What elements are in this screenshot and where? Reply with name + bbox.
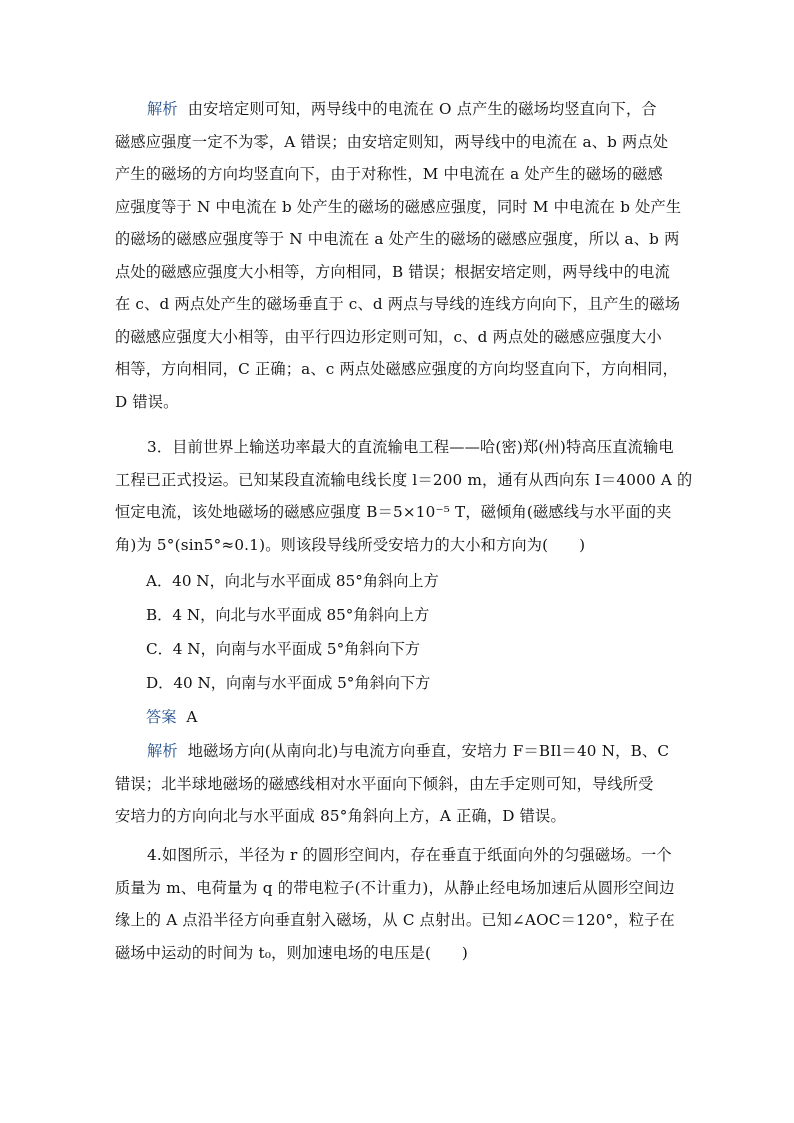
q3-analysis-line-1: 解析 地磁场方向(从南向北)与电流方向垂直，安培力 F＝BIl＝40 N，B、C	[147, 742, 670, 760]
text-line: 磁场中运动的时间为 t₀，则加速电场的电压是( )	[115, 943, 469, 962]
answer-value: A	[186, 708, 198, 726]
analysis-tag: 解析	[147, 100, 178, 118]
option-b: B．4 N，向北与水平面成 85°角斜向上方	[146, 606, 430, 624]
text-line: 3．目前世界上输送功率最大的直流输电工程——哈(密)郑(州)特高压直流输电	[147, 438, 674, 456]
text-line: 产生的磁场的方向均竖直向下，由于对称性，M 中电流在 a 处产生的磁场的磁感	[115, 165, 663, 183]
analysis-tag: 解析	[147, 742, 178, 760]
text-line: 4.如图所示，半径为 r 的圆形空间内，存在垂直于纸面向外的匀强磁场。一个	[147, 846, 672, 864]
q4-stem	[115, 839, 681, 969]
text-line: 错误；北半球地磁场的磁感线相对水平面向下倾斜，由左手定则可知，导线所受	[115, 774, 654, 793]
q3-analysis	[115, 735, 681, 833]
text-line: 质量为 m、电荷量为 q 的带电粒子(不计重力)，从静止经电场加速后从圆形空间边	[115, 878, 675, 897]
text-line: D 错误。	[115, 392, 179, 411]
q3-answer	[146, 705, 197, 729]
text-line: 点处的磁感应强度大小相等，方向相同，B 错误；根据安培定则，两导线中的电流	[115, 262, 670, 281]
text-line: 角)为 5°(sin5°≈0.1)。则该段导线所受安培力的大小和方向为( )	[115, 535, 586, 554]
option-a: A．40 N，向北与水平面成 85°角斜向上方	[146, 572, 439, 590]
answer-tag: 答案	[146, 708, 177, 726]
text-line: 缘上的 A 点沿半径方向垂直射入磁场，从 C 点射出。已知∠AOC＝120°，粒子在	[115, 911, 675, 929]
q2-analysis-line-1: 解析 由安培定则可知，两导线中的电流在 O 点产生的磁场均竖直向下，合	[147, 100, 657, 118]
text-line: 的磁场的磁感应强度等于 N 中电流在 a 处产生的磁场的磁感应强度，所以 a、b 两	[115, 230, 680, 248]
text-line: 工程已正式投运。已知某段直流输电线长度 l＝200 m，通有从西向东 I＝4000 A 的	[115, 470, 693, 489]
q3-stem	[115, 431, 693, 561]
text-line: 恒定电流，该处地磁场的磁感应强度 B＝5×10⁻⁵ T，磁倾角(磁感线与水平面的夹	[115, 503, 672, 521]
option-c: C．4 N，向南与水平面成 5°角斜向下方	[146, 640, 421, 658]
text-line: 相等，方向相同，C 正确；a、c 两点处磁感应强度的方向均竖直向下，方向相同，	[115, 360, 679, 378]
option-d: D．40 N，向南与水平面成 5°角斜向下方	[146, 674, 431, 692]
text-line: 在 c、d 两点处产生的磁场垂直于 c、d 两点与导线的连线方向向下，且产生的磁场	[115, 295, 681, 313]
text-line: 安培力的方向向北与水平面成 85°角斜向上方，A 正确，D 错误。	[115, 807, 566, 825]
text-line: 磁感应强度一定不为零，A 错误；由安培定则知，两导线中的电流在 a、b 两点处	[115, 132, 669, 151]
text-line: 的磁感应强度大小相等，由平行四边形定则可知，c、d 两点处的磁感应强度大小	[115, 327, 662, 346]
text-line: 应强度等于 N 中电流在 b 处产生的磁场的磁感应强度，同时 M 中电流在 b 处产生	[115, 197, 682, 216]
q2-analysis	[115, 93, 681, 418]
